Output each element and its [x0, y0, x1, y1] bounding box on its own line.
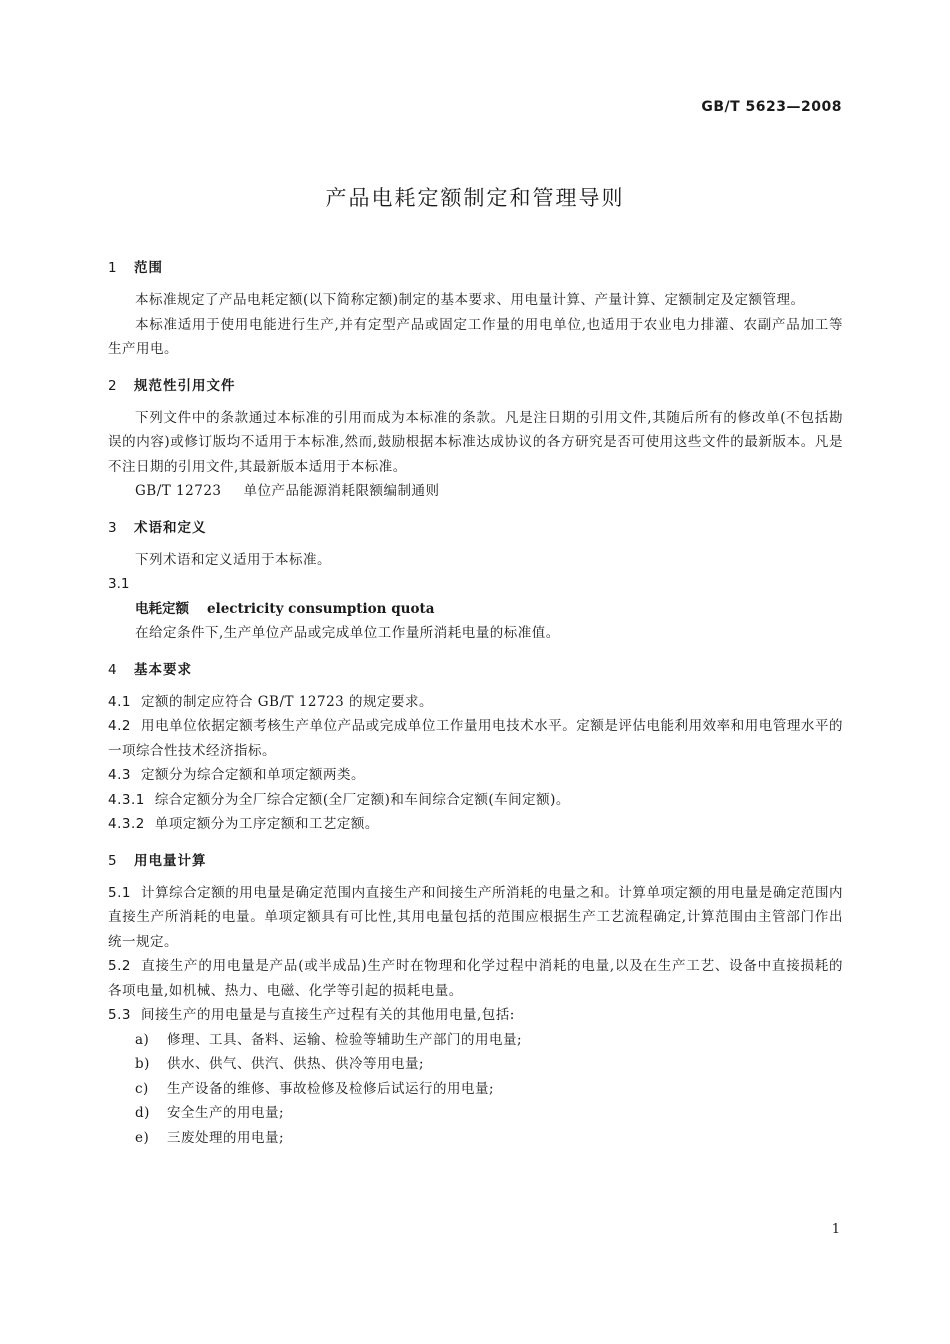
section-heading-2: 2 规范性引用文件 [108, 377, 236, 394]
term-entry [108, 597, 843, 622]
term-definition: 在给定条件下,生产单位产品或完成单位工作量所消耗电量的标准值。 [135, 625, 560, 641]
paragraph: 下列文件中的条款通过本标准的引用而成为本标准的条款。凡是注日期的引用文件,其随后所有的修改单(不包括勘误的内容)或修订版均不适用于本标准,然而,鼓励根据本标准达成协议的各方研究是否可使用这些文件的最新版本。凡是不注日期的引用文件,其最新版本适用于本标准。 [108, 409, 843, 475]
list-item: c) 生产设备的维修、事故检修及检修后试运行的用电量; [135, 1080, 495, 1097]
clause: 5.3 间接生产的用电量是与直接生产过程有关的其他用电量,包括: [108, 1007, 515, 1023]
reference-title: 单位产品能源消耗限额编制通则 [243, 483, 440, 499]
clause: 4.3.1 综合定额分为全厂综合定额(全厂定额)和车间综合定额(车间定额)。 [108, 791, 570, 808]
term-chinese: 电耗定额 [135, 600, 189, 617]
list-item: b) 供水、供气、供汽、供热、供冷等用电量; [135, 1056, 425, 1072]
list-item: e) 三废处理的用电量; [135, 1129, 285, 1146]
list-item: a) 修理、工具、备料、运输、检验等辅助生产部门的用电量; [135, 1031, 523, 1048]
clause: 5.2 直接生产的用电量是产品(或半成品)生产时在物理和化学过程中消耗的电量,以及在生产工艺、设备中直接损耗的各项电量,如机械、热力、电磁、化学等引起的损耗电量。 [108, 958, 843, 999]
clause-number: 3.1 [108, 576, 130, 592]
clause: 5.1 计算综合定额的用电量是确定范围内直接生产和间接生产所消耗的电量之和。计算单项定额的用电量是确定范围内直接生产所消耗的电量。单项定额具有可比性,其用电量包括的范围应根据生产工艺流程确定,计算范围由主管部门作出统一规定。 [108, 884, 843, 950]
term-english: electricity consumption quota [207, 600, 435, 617]
normative-reference [108, 479, 843, 504]
section-heading-1: 1 范围 [108, 260, 163, 276]
section-heading-4: 4 基本要求 [108, 661, 192, 678]
clause: 4.3.2 单项定额分为工序定额和工艺定额。 [108, 816, 379, 832]
clause: 4.2 用电单位依据定额考核生产单位产品或完成单位工作量用电技术水平。定额是评估电能利用效率和用电管理水平的一项综合性技术经济指标。 [108, 718, 843, 759]
clause: 4.1 定额的制定应符合 GB/T 12723 的规定要求。 [108, 693, 434, 710]
standard-number: GB/T 5623—2008 [701, 99, 842, 115]
document-title: 产品电耗定额制定和管理导则 [325, 186, 625, 210]
section-heading-3: 3 术语和定义 [108, 519, 207, 536]
paragraph: 下列术语和定义适用于本标准。 [135, 551, 331, 568]
list-item: d) 安全生产的用电量; [135, 1105, 285, 1121]
paragraph: 本标准适用于使用电能进行生产,并有定型产品或固定工作量的用电单位,也适用于农业电力排灌、农副产品加工等生产用电。 [108, 316, 843, 357]
reference-code: GB/T 12723 [135, 483, 222, 499]
clause: 4.3 定额分为综合定额和单项定额两类。 [108, 767, 365, 783]
document-body [108, 256, 843, 1150]
paragraph: 本标准规定了产品电耗定额(以下简称定额)制定的基本要求、用电量计算、产量计算、定额制定及定额管理。 [135, 292, 805, 308]
section-heading-5: 5 用电量计算 [108, 852, 207, 869]
page-number: 1 [831, 1222, 840, 1237]
